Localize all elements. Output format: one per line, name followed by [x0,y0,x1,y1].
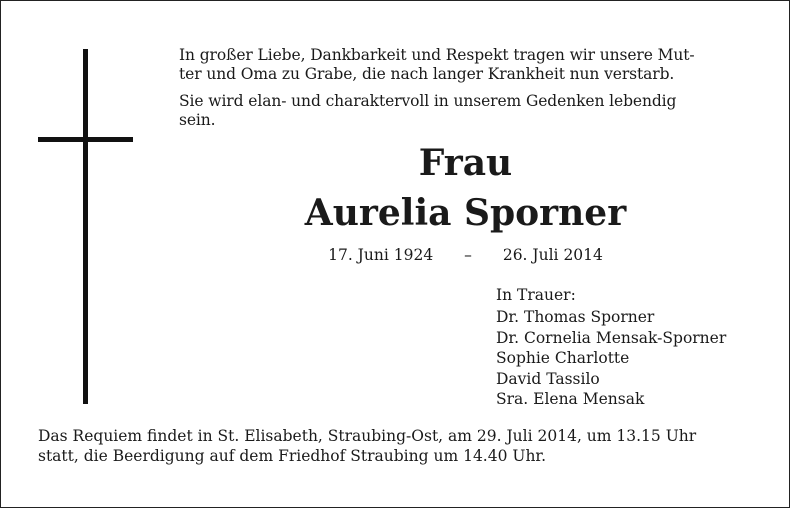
intro-line: In großer Liebe, Dankbarkeit und Respekt tragen wir unsere Mut- [179,46,695,64]
mourner-name: Sra. Elena Mensak [496,390,645,409]
notice-line: Das Requiem findet in St. Elisabeth, Straubing-Ost, am 29. Juli 2014, um 13.15 Uhr [38,427,697,445]
deceased-name-block [179,143,752,234]
mourner-name: Sophie Charlotte [496,349,630,368]
mourner-name: Dr. Cornelia Mensak-Sporner [496,328,727,347]
deceased-title: Frau [418,142,513,184]
intro-line: Sie wird elan- und charaktervoll in unserem Gedenken lebendig [179,92,677,110]
birth-date: 17. Juni 1924 [328,246,434,264]
deceased-name: Aurelia Sporner [304,192,627,234]
cross-vertical-bar [83,49,88,404]
mourner-name: Dr. Thomas Sporner [496,308,655,327]
intro-text [179,46,752,130]
mourners-list [496,285,726,409]
mourner-name: David Tassilo [496,369,600,388]
life-dates [179,245,752,265]
date-separator: – [464,246,472,264]
funeral-notice [38,426,754,466]
death-date: 26. Juli 2014 [502,246,603,264]
intro-line: ter und Oma zu Grabe, die nach langer Krankheit nun verstarb. [179,65,675,83]
mourners-label: In Trauer: [496,286,576,304]
intro-line: sein. [179,111,216,129]
notice-line: statt, die Beerdigung auf dem Friedhof Straubing um 14.40 Uhr. [38,447,547,465]
cross-horizontal-bar [38,137,133,142]
